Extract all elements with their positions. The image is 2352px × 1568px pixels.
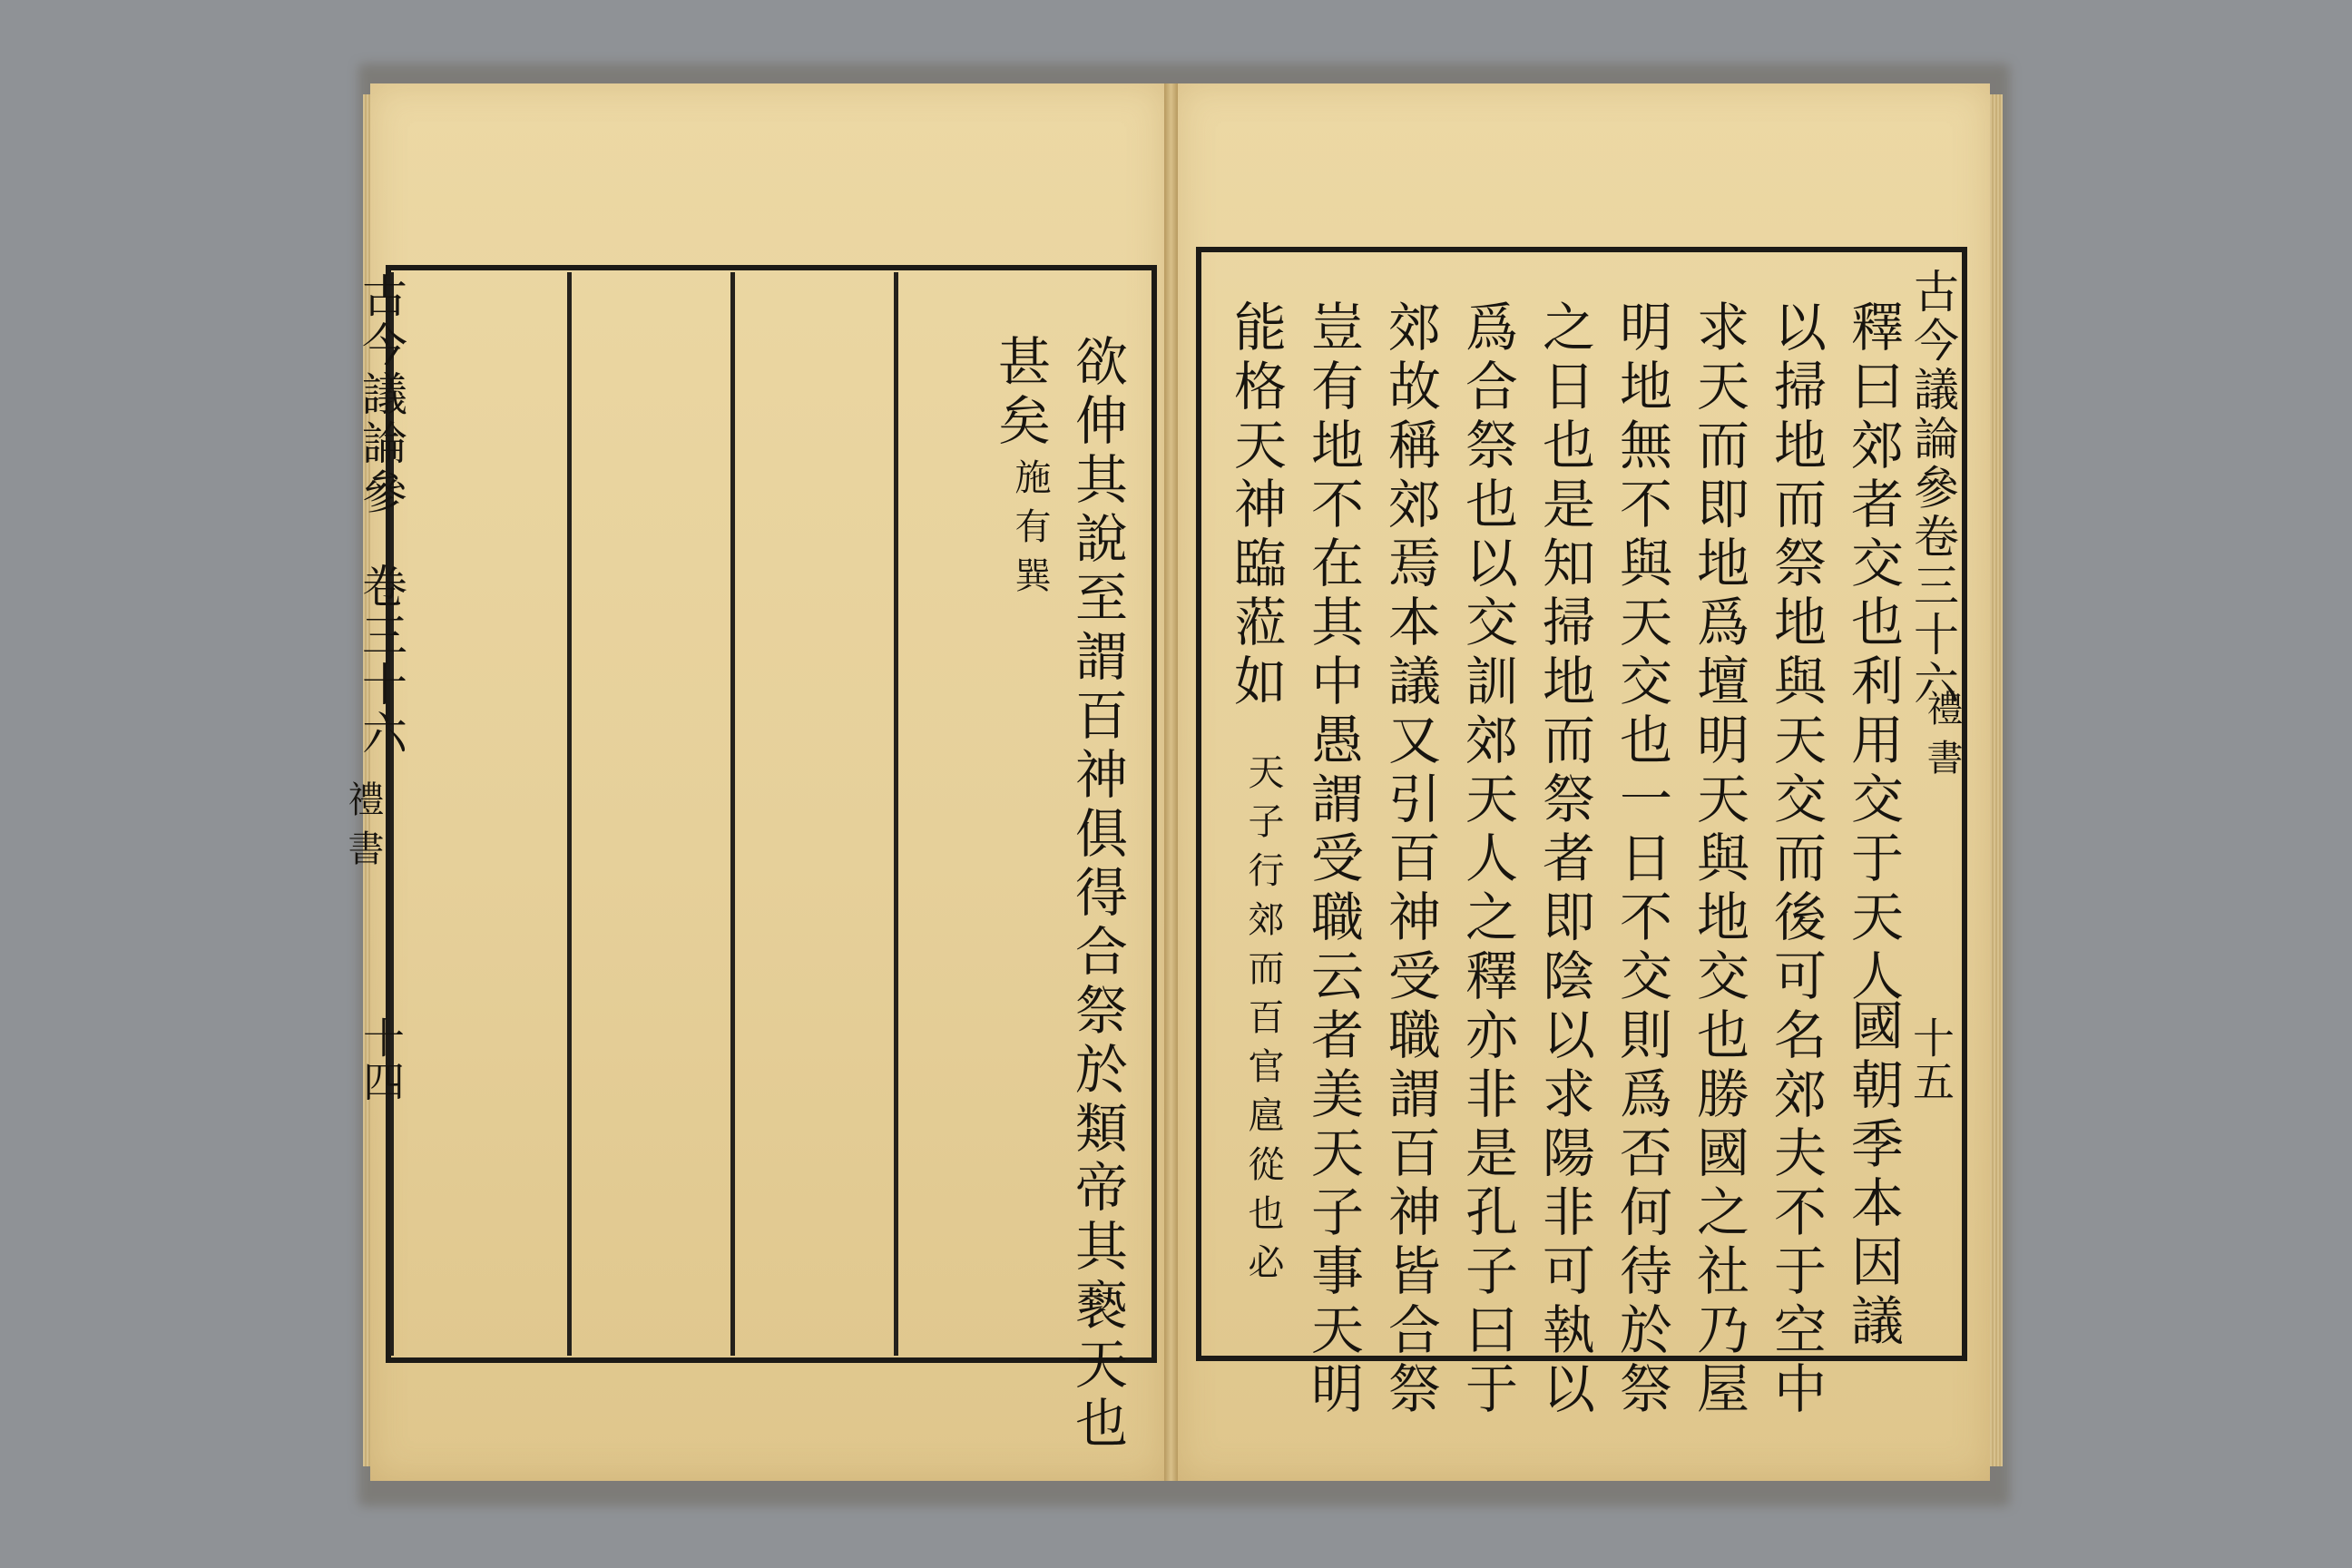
right-column-8: 豈有地不在其中愚謂受職云者美天子事天明 — [1302, 299, 1364, 1420]
right-margin-head: 古今議論參卷三十六 — [1906, 268, 1959, 709]
show-through-text — [1688, 136, 1728, 172]
right-column-2: 以掃地而祭地與天交而後可名郊夫不于空中 — [1765, 299, 1827, 1420]
right-column-9: 能格天神臨蒞如 — [1225, 299, 1287, 712]
left-margin-title: 古今議論參 — [355, 272, 407, 517]
right-column-9-note: 天子行郊而百官扈從也必 — [1242, 753, 1284, 1292]
right-column-5: 之日也是知掃地而祭者即陰以求陽非可執以 — [1534, 299, 1595, 1420]
right-column-4: 明地無不與天交也一日不交則爲否何待於祭 — [1611, 299, 1672, 1420]
right-column-6: 爲合祭也以交訓郊天人之釋亦非是孔子曰于 — [1456, 299, 1518, 1420]
left-column-2-note: 施有巽 — [1009, 458, 1051, 605]
left-column-rule-1 — [567, 272, 572, 1356]
right-column-1: 釋曰郊者交也利用交于天人 — [1842, 299, 1904, 1007]
left-column-rule-3 — [894, 272, 898, 1356]
right-column-1-note: 國朝季本因議 — [1842, 998, 1904, 1352]
right-column-3: 求天而即地爲壇明天與地交也勝國之社乃屋 — [1688, 299, 1749, 1420]
page-edge-right — [1990, 94, 2003, 1466]
left-column-2: 甚矣 — [989, 334, 1051, 452]
right-column-7: 郊故稱郊焉本議又引百神受職謂百神皆合祭 — [1379, 299, 1441, 1420]
left-margin-section: 禮書 — [342, 780, 384, 878]
right-margin-folio: 十五 — [1906, 1016, 1955, 1103]
right-margin-section: 禮書 — [1921, 690, 1963, 788]
left-column-1: 欲伸其說至謂百神俱得合祭於類帝其褻天也 — [1066, 334, 1128, 1455]
left-margin-folio: 十四 — [357, 1016, 406, 1103]
book-spine — [1164, 83, 1178, 1481]
left-column-rule-2 — [730, 272, 735, 1356]
left-margin-volume: 卷三十六 — [355, 563, 407, 759]
